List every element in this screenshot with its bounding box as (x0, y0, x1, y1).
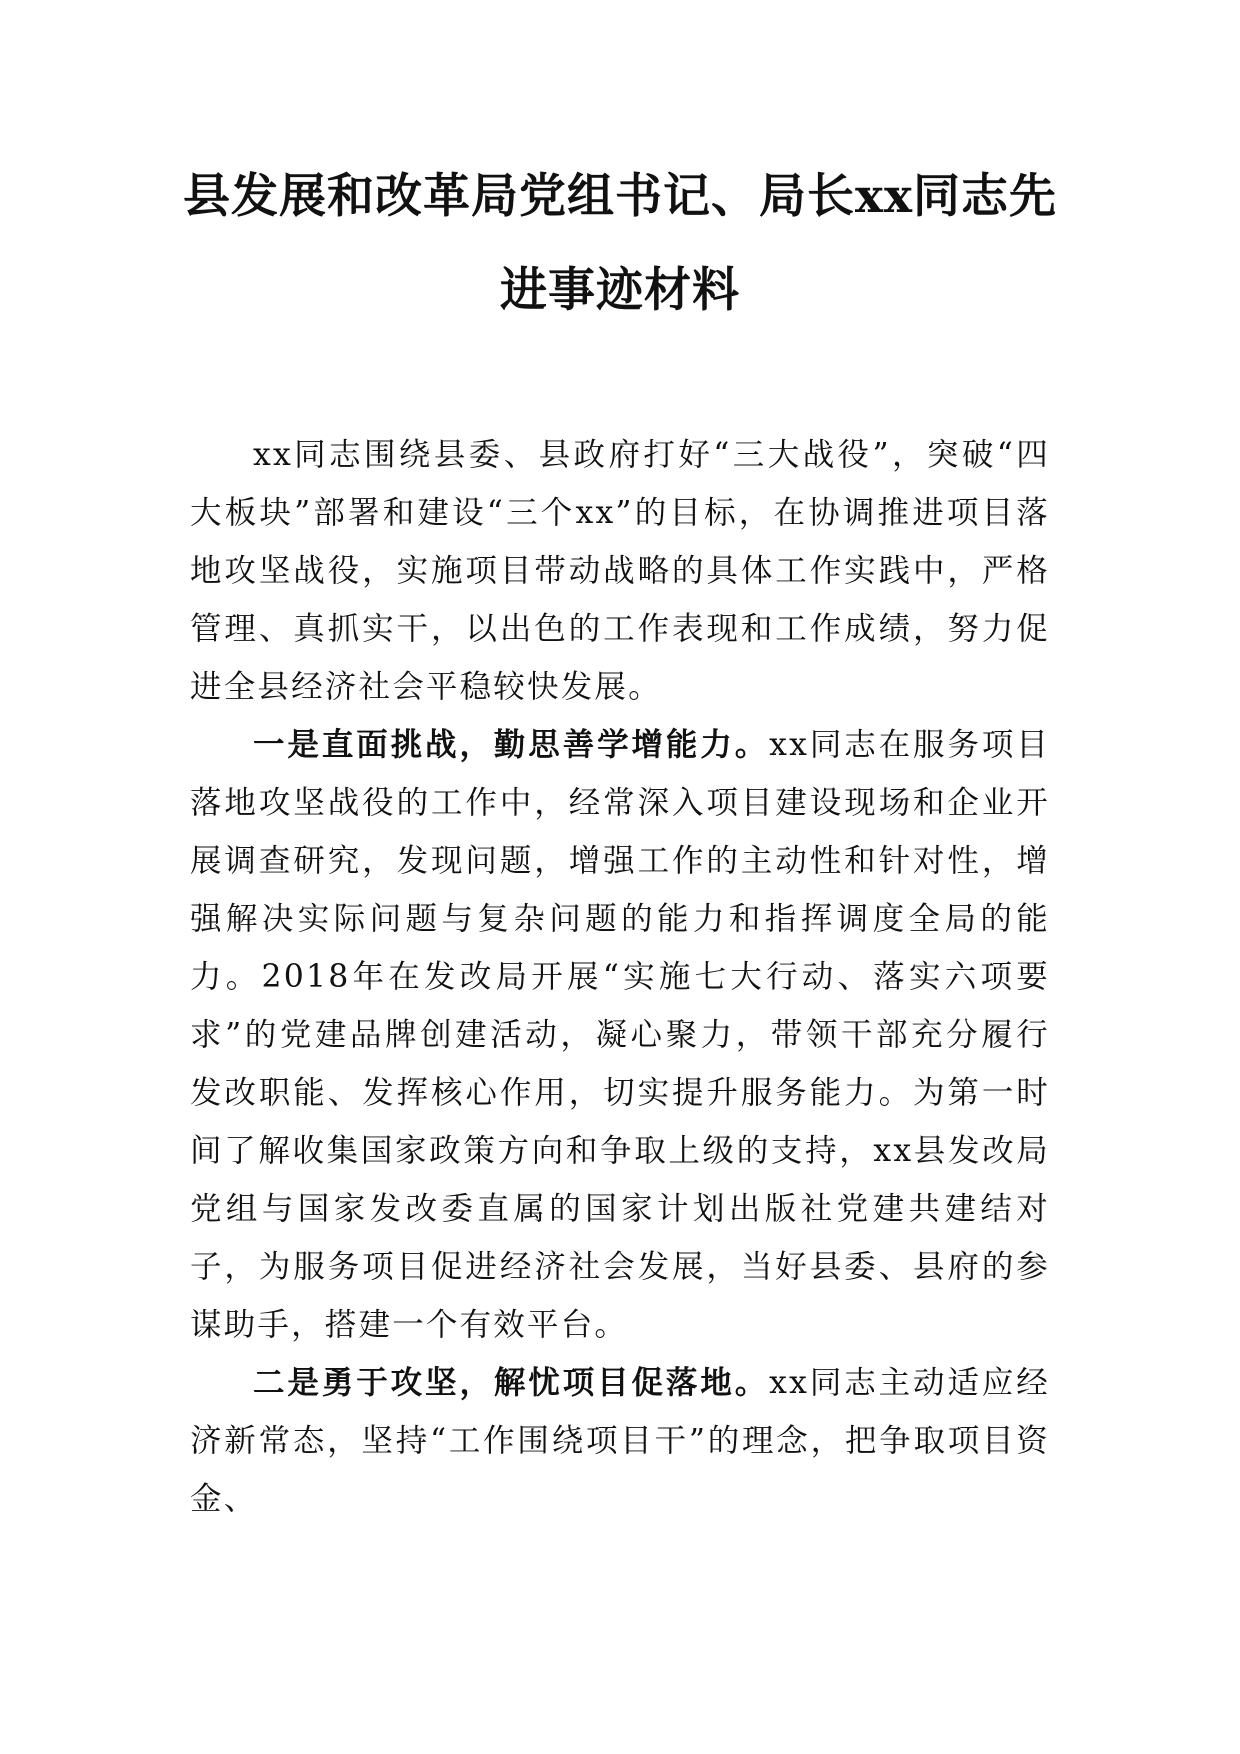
title-line-1: 县发展和改革局党组书记、局长xx同志先 (182, 169, 1058, 224)
paragraph-intro (190, 426, 1050, 716)
document-body (190, 426, 1050, 1528)
paragraph-point-two-text: xx同志主动适应经济新常态，坚持“工作围绕项目干”的理念，把争取项目资金、 (190, 1365, 1050, 1517)
paragraph-point-two (190, 1354, 1050, 1528)
paragraph-point-one-text: xx同志在服务项目落地攻坚战役的工作中，经常深入项目建设现场和企业开展调查研究，发现问题，增强工作的主动性和针对性，增强解决实际问题与复杂问题的能力和指挥调度全局的能力。2018年在发改局开展“实施七大行动、落实六项要求”的党建品牌创建活动，凝心聚力，带领干部充分履行发改职能、发挥核心作用，切实提升服务能力。为第一时间了解收集国家政策方向和争取上级的支持，xx县发改局党组与国家发改委直属的国家计划出版社党建共建结对子，为服务项目促进经济社会发展，当好县委、县府的参谋助手，搭建一个有效平台。 (190, 727, 1050, 1343)
title-line-2: 进事迹材料 (500, 263, 740, 318)
paragraph-point-two-heading: 二是勇于攻坚，解忧项目促落地。 (253, 1364, 770, 1401)
paragraph-intro-text: xx同志围绕县委、县政府打好“三大战役”，突破“四大板块”部署和建设“三个xx”的目标，在协调推进项目落地攻坚战役，实施项目带动战略的具体工作实践中，严格管理、真抓实干，以出色的工作表现和工作成绩，努力促进全县经济社会平稳较快发展。 (190, 437, 1050, 705)
paragraph-point-one-heading: 一是直面挑战，勤思善学增能力。 (253, 726, 770, 763)
paragraph-point-one (190, 716, 1050, 1354)
document-title (180, 150, 1060, 338)
